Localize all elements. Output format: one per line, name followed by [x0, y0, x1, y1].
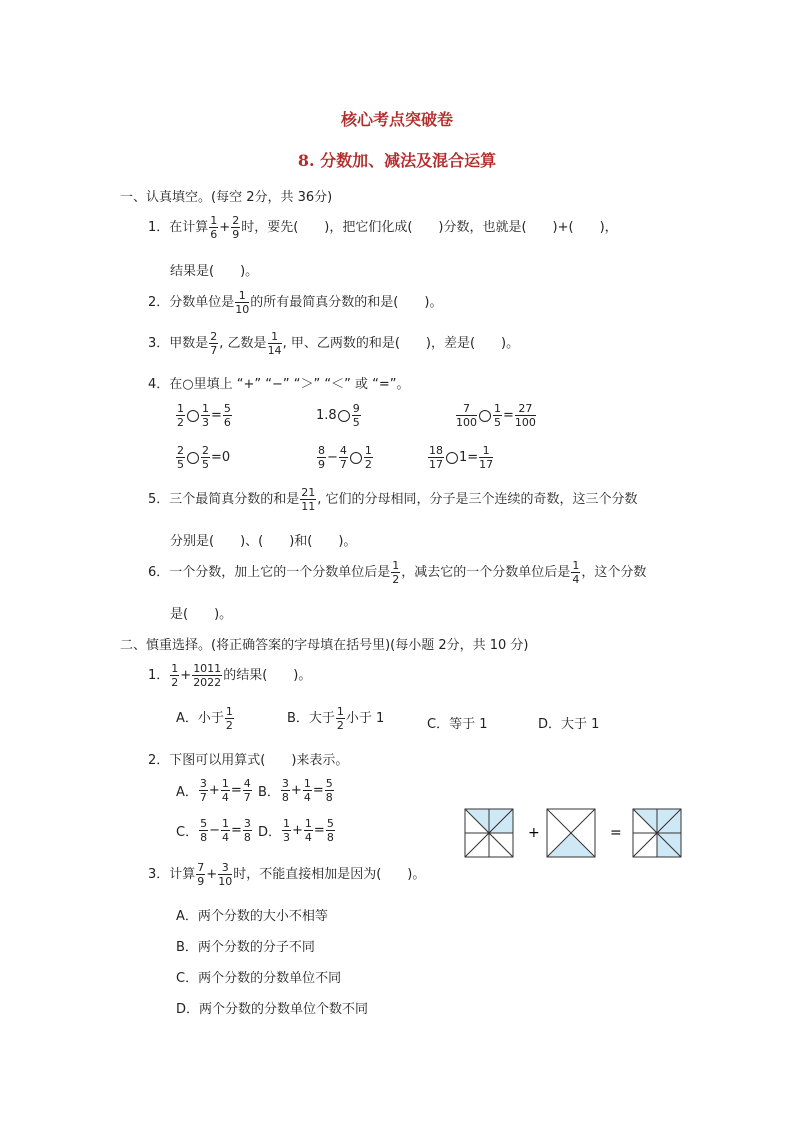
circle-blank[interactable] [446, 452, 458, 464]
compare-expr-6: $\frac{18}{17}$ 1= $\frac{1}{17}$ [429, 444, 494, 471]
fraction: $\frac{1}{10}$ [235, 289, 250, 316]
circle-blank[interactable] [350, 452, 362, 464]
page-title: 核心考点突破卷 [340, 110, 453, 129]
option-2-3-a[interactable]: A．两个分数的大小不相等 [176, 909, 328, 924]
question-2-2: 2．下图可以用算式( )来表示。 [148, 753, 349, 768]
question-1-6-line2: 是( )。 [170, 607, 233, 622]
square-eighths-2 [633, 809, 681, 857]
option-2-2-a[interactable]: A． $\frac{3}{7}$ + $\frac{1}{4}$ = $\frac{4}{7}$ [176, 777, 251, 804]
option-2-2-c[interactable]: C． $\frac{5}{8}$ − $\frac{1}{4}$ = $\frac{3}{8}$ [176, 817, 251, 844]
compare-expr-1: $\frac{1}{2}$ $\frac{1}{3}$ = $\frac{5}{6}$ [177, 402, 231, 429]
circle-blank[interactable] [187, 452, 199, 464]
section1-heading: 一、认真填空。(每空 2分，共 36分) [120, 190, 333, 205]
option-2-1-b[interactable]: B．大于 $\frac{1}{2}$ 小于 1 [287, 705, 385, 732]
fraction: $\frac{1}{14}$ [267, 330, 282, 357]
question-1-5: 5．三个最简真分数的和是 $\frac{21}{11}$ , 它们的分母相同，分子是三个连续的奇数，这三个分数 [148, 486, 638, 513]
circle-blank[interactable] [338, 410, 350, 422]
section2-heading: 二、慎重选择。(将正确答案的字母填在括号里)(每小题 2分，共 10 分) [120, 638, 529, 653]
compare-expr-5: $\frac{8}{9}$ − $\frac{4}{7}$ $\frac{1}{2}$ [318, 444, 372, 471]
question-1-6: 6．一个分数，加上它的一个分数单位后是 $\frac{1}{2}$ ，减去它的一个分数单位后是 $\frac{1}{4}$ ，这个分数 [148, 559, 647, 586]
fraction-figure [462, 806, 686, 860]
fraction: $\frac{1}{6}$ [210, 214, 218, 241]
square-quarters [547, 809, 595, 857]
question-1-5-line2: 分别是( )、( )和( )。 [170, 534, 357, 549]
compare-expr-2: 1.8 $\frac{9}{5}$ [316, 402, 360, 429]
question-1-2: 2．分数单位是 $\frac{1}{10}$ 的所有最简真分数的和是( )。 [148, 289, 443, 316]
question-1-3: 3．甲数是 $\frac{2}{7}$ , 乙数是 $\frac{1}{14}$ , 甲、乙两数的和是( )，差是( )。 [148, 330, 520, 357]
option-2-1-a[interactable]: A．小于 $\frac{1}{2}$ [176, 705, 233, 732]
option-2-1-c[interactable]: C．等于 1 [427, 717, 488, 732]
fraction: $\frac{2}{7}$ [210, 330, 218, 357]
question-2-1: 1． $\frac{1}{2}$ + $\frac{1011}{2022}$ 的结果( )。 [148, 662, 312, 689]
option-2-3-d[interactable]: D．两个分数的分数单位个数不同 [176, 1002, 369, 1017]
question-1-1: 1．在计算 $\frac{1}{6}$ + $\frac{2}{9}$ 时，要先( )，把它们化成( )分数，也就是( )+( )， [148, 214, 618, 241]
circle-blank[interactable] [479, 410, 491, 422]
square-eighths-1 [465, 809, 513, 857]
option-2-2-b[interactable]: B． $\frac{3}{8}$ + $\frac{1}{4}$ = $\frac{5}{8}$ [258, 777, 333, 804]
option-2-2-d[interactable]: D． $\frac{1}{3}$ + $\frac{1}{4}$ = $\frac{5}{8}$ [258, 817, 334, 844]
question-1-1-line2: 结果是( )。 [170, 264, 259, 279]
option-2-1-d[interactable]: D．大于 1 [538, 717, 600, 732]
compare-expr-3: $\frac{7}{100}$ $\frac{1}{5}$ = $\frac{27}{100}$ [456, 402, 536, 429]
question-1-4: 4．在○里填上 “+” “−” “＞” “＜” 或 “=”。 [148, 377, 410, 392]
question-2-3: 3．计算 $\frac{7}{9}$ + $\frac{3}{10}$ 时，不能直接相加是因为( )。 [148, 861, 426, 888]
option-2-3-c[interactable]: C．两个分数的分数单位不同 [176, 971, 342, 986]
compare-expr-4: $\frac{2}{5}$ $\frac{2}{5}$ =0 [177, 444, 231, 471]
equals-sign: = [610, 825, 622, 841]
option-2-3-b[interactable]: B．两个分数的分子不同 [176, 940, 315, 955]
circle-blank[interactable] [187, 410, 199, 422]
page-subtitle: 8. 分数加、减法及混合运算 [297, 151, 497, 170]
fraction: $\frac{2}{9}$ [232, 214, 240, 241]
plus-sign: + [528, 825, 540, 841]
